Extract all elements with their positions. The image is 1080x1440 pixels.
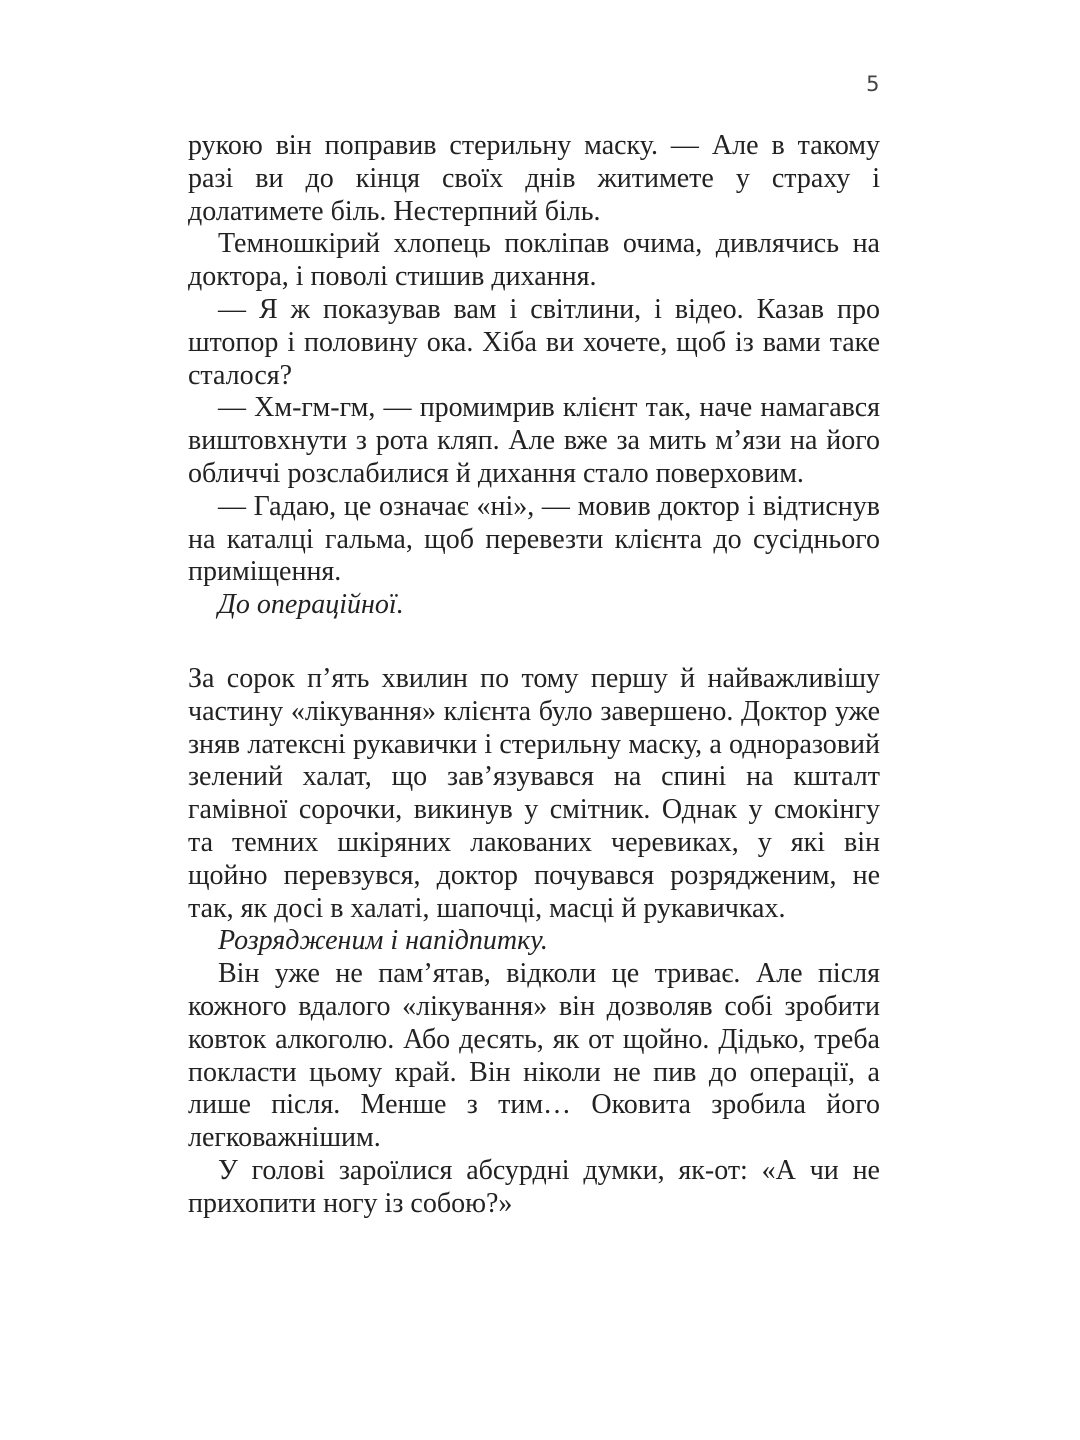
paragraph: У голові зароїлися абсурдні думки, як-от: «А чи не прихопити ногу із собою?» <box>188 1154 880 1219</box>
dialogue-paragraph: — Я ж показував вам і світлини, і відео. Казав про штопор і половину ока. Хіба ви хочете, щоб із вами таке сталося? <box>188 293 880 391</box>
dialogue-paragraph: — Гадаю, це означає «ні», — мовив доктор і відтиснув на каталці гальма, щоб перевезти клієнта до сусіднього приміщення. <box>188 490 880 588</box>
paragraph: рукою він поправив стерильну маску. — Але в такому разі ви до кінця своїх днів житимете у страху і долатимете біль. Нестерпний біль. <box>188 130 880 227</box>
paragraph: Темношкірий хлопець покліпав очима, дивлячись на доктора, і поволі стишив дихання. <box>188 228 880 293</box>
page-number: 5 <box>866 72 880 96</box>
dialogue-paragraph: — Хм-гм-гм, — промимрив клієнт так, наче намагався виштовхнути з рота кляп. Але вже за мить м’язи на його обличчі розслабилися й дихання стало поверховим. <box>188 392 880 489</box>
paragraph: Він уже не пам’ятав, відколи це триває. Але після кожного вдалого «лікування» він дозволяв собі зробити ковток алкоголю. Або десять, як от щойно. Дідько, треба покласти цьому край. Він ніколи не пив до операції, а лише після. Менше з тим… Оковита зробила його легковажнішим. <box>188 958 880 1154</box>
italic-paragraph: Розрядженим і напідпитку. <box>218 925 548 957</box>
italic-paragraph: До операційної. <box>218 589 404 621</box>
text-section-2 <box>188 663 880 1221</box>
text-section-1 <box>188 130 880 622</box>
paragraph: За сорок п’ять хвилин по тому першу й найважливішу частину «лікування» клієнта було завершено. Доктор уже зняв латексні рукавички і стерильну маску, а одноразовий зелений халат, що зав’язувався на спині на кшталт гамівної сорочки, викинув у смітник. Однак у смокінгу та темних шкіряних лакованих черевиках, у які він щойно перевзувся, доктор почувався розрядженим, не так, як досі в халаті, шапочці, масці й рукавичках. <box>188 663 880 924</box>
